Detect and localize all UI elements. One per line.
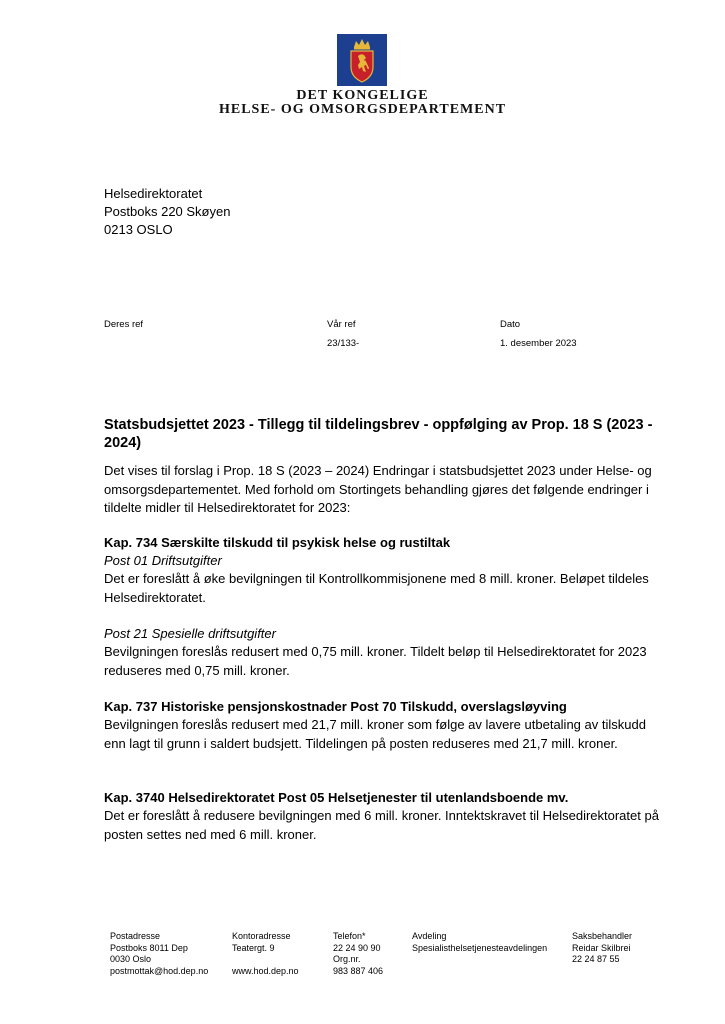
recipient-street: Postboks 220 Skøyen [104,204,231,219]
department-name-line1: DET KONGELIGE [296,88,429,103]
recipient-address [104,185,230,239]
footer-avdeling-label: Avdeling [412,931,447,941]
department-name-line2: HELSE- OG OMSORGSDEPARTEMENT [218,102,507,117]
var-ref-label: Vår ref [327,319,356,330]
footer-postadresse-box: Postboks 8011 Dep [110,942,188,953]
footer-avdeling-value: Spesialisthelsetjenesteavdelingen [412,942,548,953]
kap3740-heading: Kap. 3740 Helsedirektoratet Post 05 Helsetjenester til utenlandsboende mv. [104,790,569,805]
kap734-post01-heading: Post 01 Driftsutgifter [104,553,222,568]
intro-paragraph: Det vises til forslag i Prop. 18 S (2023 – 2024) Endringar i statsbudsjettet 2023 under Helse- og omsorgsdepartementet. Med forhold om Stortingets behandling gjøres det følgende endringer i tildelte midler til Helsedirektoratet for 2023: [104,463,652,515]
footer-kontoradresse-label: Kontoradresse [232,931,291,941]
kap3740-text: Det er foreslått å redusere bevilgningen med 6 mill. kroner. Inntektskravet til Helsedirektoratet på posten settes ned med 6 mill. kroner. [104,808,659,842]
footer-kontoradresse [232,931,299,977]
footer-website: www.hod.dep.no [232,965,299,976]
footer-postadresse [110,931,208,977]
recipient-name: Helsedirektoratet [104,186,203,201]
footer-saksbehandler [572,931,632,966]
royal-crest-logo [337,34,387,86]
footer-postadresse-city: 0030 Oslo [110,954,152,964]
kap737-text: Bevilgningen foreslås redusert med 21,7 mill. kroner som følge av lavere utbetaling av tilskudd enn lagt til grunn i saldert budsjett. Tildelingen på posten reduseres med 21,7 mill. kroner. [104,717,646,751]
footer-kontoradresse-spacer [232,954,299,966]
footer-saksbehandler-name: Reidar Skilbrei [572,942,631,953]
dato-value: 1. desember 2023 [500,338,577,349]
footer-telefon [333,931,383,977]
kap734-post21-text: Bevilgningen foreslås redusert med 0,75 mill. kroner. Tildelt beløp til Helsedirektoratet for 2023 reduseres med 0,75 mill. kroner. [104,644,647,678]
footer-orgnr-label: Org.nr. [333,954,361,964]
footer-orgnr-value: 983 887 406 [333,965,384,976]
footer-avdeling [412,931,547,954]
footer-saksbehandler-phone: 22 24 87 55 [572,954,620,964]
kap737-heading: Kap. 737 Historiske pensjonskostnader Post 70 Tilskudd, overslagsløyving [104,699,567,714]
document-title: Statsbudsjettet 2023 - Tillegg til tildelingsbrev - oppfølging av Prop. 18 S (2023 - 2024) [104,417,653,451]
footer-telefon-number: 22 24 90 90 [333,942,381,953]
kap734-post01-text: Det er foreslått å øke bevilgningen til Kontrollkommisjonene med 8 mill. kroner. Beløpet tildeles Helsedirektoratet. [104,571,649,605]
kap734-heading: Kap. 734 Særskilte tilskudd til psykisk helse og rustiltak [104,535,451,550]
footer-kontoradresse-street: Teatergt. 9 [232,942,275,953]
var-ref-value: 23/133- [327,338,360,349]
deres-ref-label: Deres ref [104,319,144,330]
kap734-post21-heading: Post 21 Spesielle driftsutgifter [104,626,276,641]
footer-email: postmottak@hod.dep.no [110,965,209,976]
footer-telefon-label: Telefon* [333,931,366,941]
footer-postadresse-label: Postadresse [110,931,161,941]
dato-label: Dato [500,319,521,330]
recipient-city: 0213 OSLO [104,222,173,237]
footer-saksbehandler-label: Saksbehandler [572,931,633,941]
